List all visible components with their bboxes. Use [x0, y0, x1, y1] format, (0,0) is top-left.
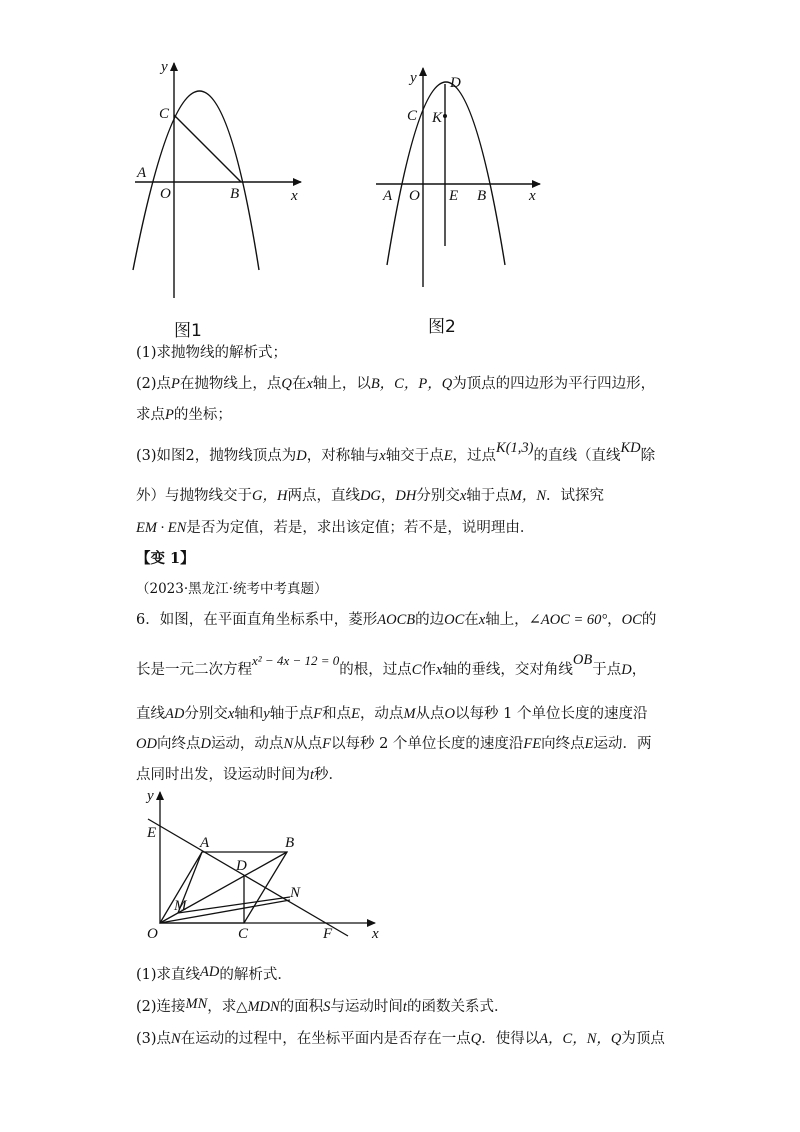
text: 向终点	[541, 736, 585, 752]
var-f: F	[322, 736, 331, 752]
var-f: F	[313, 706, 323, 722]
var-x: x	[435, 662, 443, 678]
label-o: O	[147, 926, 158, 942]
label-b: B	[285, 835, 295, 851]
segment-mn	[178, 897, 290, 913]
line-kd: KD	[620, 440, 641, 456]
p6-q2	[136, 997, 508, 1017]
label-y: y	[161, 59, 168, 75]
text: ，求	[207, 999, 237, 1015]
var-d: D	[621, 662, 632, 678]
text: 在	[464, 612, 479, 628]
text: 以每秒 2 个单位长度的速度沿	[330, 736, 524, 752]
var-d: D	[296, 448, 307, 464]
text: 于点	[592, 662, 622, 678]
figure-1-caption: 图1	[174, 321, 202, 341]
var-p: P	[171, 376, 180, 392]
var-t: t	[310, 767, 315, 783]
text: 向终点	[156, 736, 201, 752]
text: 的	[641, 612, 657, 628]
text: 的根，过点	[339, 662, 412, 678]
label-a: A	[200, 835, 210, 851]
text: 轴上，	[485, 612, 529, 628]
text: ，动点	[359, 706, 404, 722]
label-m: M	[174, 898, 187, 914]
var-x: x	[379, 448, 386, 464]
label-n: N	[290, 885, 301, 901]
text: 轴的垂线，交对角线	[442, 662, 573, 678]
var-m: M	[403, 706, 416, 722]
label-b: B	[477, 188, 487, 204]
p6-line3	[136, 704, 647, 724]
label-c: C	[407, 108, 418, 124]
text: 在抛物线上，点	[179, 376, 282, 392]
text: 的坐标；	[173, 407, 232, 423]
p6-line5	[136, 765, 343, 785]
text: 除	[640, 448, 656, 464]
text: (3)点	[136, 1031, 172, 1047]
diagonal-ob: OB	[572, 652, 593, 668]
label-x: x	[372, 926, 379, 942]
p6-line4	[136, 734, 652, 754]
text: ，	[631, 662, 647, 678]
p5-q3-line1	[136, 440, 656, 466]
text: 的直线（直线	[533, 448, 621, 464]
text: 两点，直线	[287, 488, 360, 504]
label-d: D	[450, 75, 461, 91]
text: 为顶点	[621, 1031, 665, 1047]
text: 从点	[293, 736, 323, 752]
quadratic-equation: x² − 4x − 12 = 0	[252, 653, 340, 668]
figure-1	[125, 55, 315, 305]
point-k-coord: K(1,3)	[496, 440, 534, 456]
text: 的边	[415, 612, 445, 628]
text: 点同时出发，设运动时间为	[136, 767, 310, 783]
var-points: B，C，P，Q	[370, 376, 453, 392]
var-n: N	[283, 736, 294, 752]
text: 是否为定值，若是，求出该定值；若不是，说明理由．	[186, 520, 535, 536]
text: (2)点	[136, 376, 172, 392]
text: 分别交	[184, 706, 228, 722]
text: 从点	[415, 706, 445, 722]
text: 直线	[136, 706, 165, 722]
p5-q3-line2	[136, 486, 604, 506]
product-em-en: EM · EN	[136, 520, 187, 536]
var-x: x	[227, 706, 235, 722]
label-y: y	[410, 70, 417, 86]
p6-line1	[136, 610, 656, 630]
text: 的解析式．	[219, 967, 292, 983]
var-e: E	[351, 706, 360, 722]
label-e: E	[147, 825, 157, 841]
label-k: K	[432, 110, 443, 126]
p5-q3-line3	[136, 518, 534, 538]
label-a: A	[137, 165, 147, 181]
label-x: x	[529, 188, 536, 204]
var-mn: M，N	[509, 488, 547, 504]
label-o: O	[160, 186, 171, 202]
text: 的面积	[279, 999, 324, 1015]
text: 和点	[322, 706, 352, 722]
figure-2	[370, 62, 550, 302]
text: 在	[291, 376, 307, 392]
text: (3)如图2，抛物线顶点为	[136, 448, 297, 464]
text: 轴交于点	[385, 448, 444, 464]
var-p: P	[165, 407, 174, 423]
triangle-mdn: △MDN	[236, 999, 280, 1015]
var-x: x	[478, 612, 486, 628]
var-s: S	[323, 999, 331, 1015]
line-dh: DH	[395, 488, 417, 504]
text: (2)连接	[136, 999, 186, 1015]
p5-q1-text: (1)求抛物线的解析式；	[136, 345, 288, 361]
line-ad: AD	[200, 964, 220, 980]
segment-cb	[174, 115, 241, 182]
side-oc: OC	[444, 612, 465, 628]
label-y: y	[147, 788, 154, 804]
text: 6．如图，在平面直角坐标系中，菱形	[136, 612, 378, 628]
line-ef	[148, 819, 348, 936]
text: 运动，动点	[210, 736, 284, 752]
segment-od: OD	[136, 736, 157, 752]
shape-aocb: AOCB	[377, 612, 416, 628]
text: 作	[421, 662, 436, 678]
text: ，对称轴与	[306, 448, 380, 464]
p6-line2	[136, 652, 647, 680]
var-o: O	[444, 706, 456, 722]
text: 长是一元二次方程	[136, 662, 252, 678]
label-b: B	[230, 186, 240, 202]
text: 求点	[136, 407, 165, 423]
text: 在运动的过程中，在坐标平面内是否存在一点	[180, 1031, 471, 1047]
text: 的函数关系式．	[406, 999, 509, 1015]
var-d: D	[200, 736, 211, 752]
label-f: F	[323, 926, 333, 942]
side-oc: OC	[621, 612, 642, 628]
label-d: D	[236, 858, 247, 874]
var-n: N	[171, 1031, 181, 1047]
text: 分别交	[416, 488, 460, 504]
label-a: A	[383, 188, 393, 204]
label-e: E	[449, 188, 459, 204]
line-ad: AD	[165, 706, 185, 722]
var-q: Q	[470, 1031, 482, 1047]
p5-q2-line1	[136, 374, 655, 394]
text: 以每秒 1 个单位长度的速度沿	[455, 706, 648, 722]
text: ，	[380, 488, 396, 504]
var-e: E	[443, 448, 453, 464]
var-x: x	[306, 376, 313, 392]
parabola	[387, 82, 505, 265]
var-t: t	[402, 999, 407, 1015]
var-points: A，C，N，Q	[539, 1031, 622, 1047]
text: 轴于点	[466, 488, 510, 504]
var-e: E	[584, 736, 594, 752]
text: ．试探究	[546, 488, 605, 504]
label-c: C	[159, 106, 170, 122]
text: 为顶点的四边形为平行四边形，	[452, 376, 656, 392]
point-k	[443, 114, 447, 118]
label-x: x	[291, 188, 298, 204]
text: ．使得以	[481, 1031, 540, 1047]
text: 轴于点	[269, 706, 314, 722]
text: 轴上，以	[312, 376, 371, 392]
p6-q1	[136, 965, 292, 985]
text: 运动．两	[593, 736, 652, 752]
var-y: y	[263, 706, 270, 722]
variant-source: （2023·黑龙江·统考中考真题）	[136, 581, 328, 597]
text: 轴和	[234, 706, 264, 722]
p6-q3	[136, 1029, 665, 1049]
text: 秒．	[314, 767, 344, 783]
text: (1)求直线	[136, 967, 201, 983]
text: ，	[607, 612, 622, 628]
variant-title: 【变 1】	[136, 550, 195, 567]
segment-fe: FE	[523, 736, 542, 752]
var-c: C	[411, 662, 422, 678]
p5-q2-line2	[136, 405, 232, 425]
var-q: Q	[281, 376, 292, 392]
label-o: O	[409, 188, 420, 204]
line-dg: DG	[359, 488, 381, 504]
figure-2-caption: 图2	[428, 317, 456, 337]
label-c: C	[238, 926, 249, 942]
angle-aoc: ∠AOC = 60°	[528, 612, 608, 628]
var-x: x	[459, 488, 467, 504]
p5-q1	[136, 343, 287, 363]
var-gh: G，H	[252, 488, 288, 504]
text: 与运动时间	[330, 999, 403, 1015]
text: 外）与抛物线交于	[136, 488, 252, 504]
segment-mn: MN	[185, 996, 208, 1012]
text: ，过点	[452, 448, 497, 464]
figure-rhombus	[130, 786, 390, 951]
